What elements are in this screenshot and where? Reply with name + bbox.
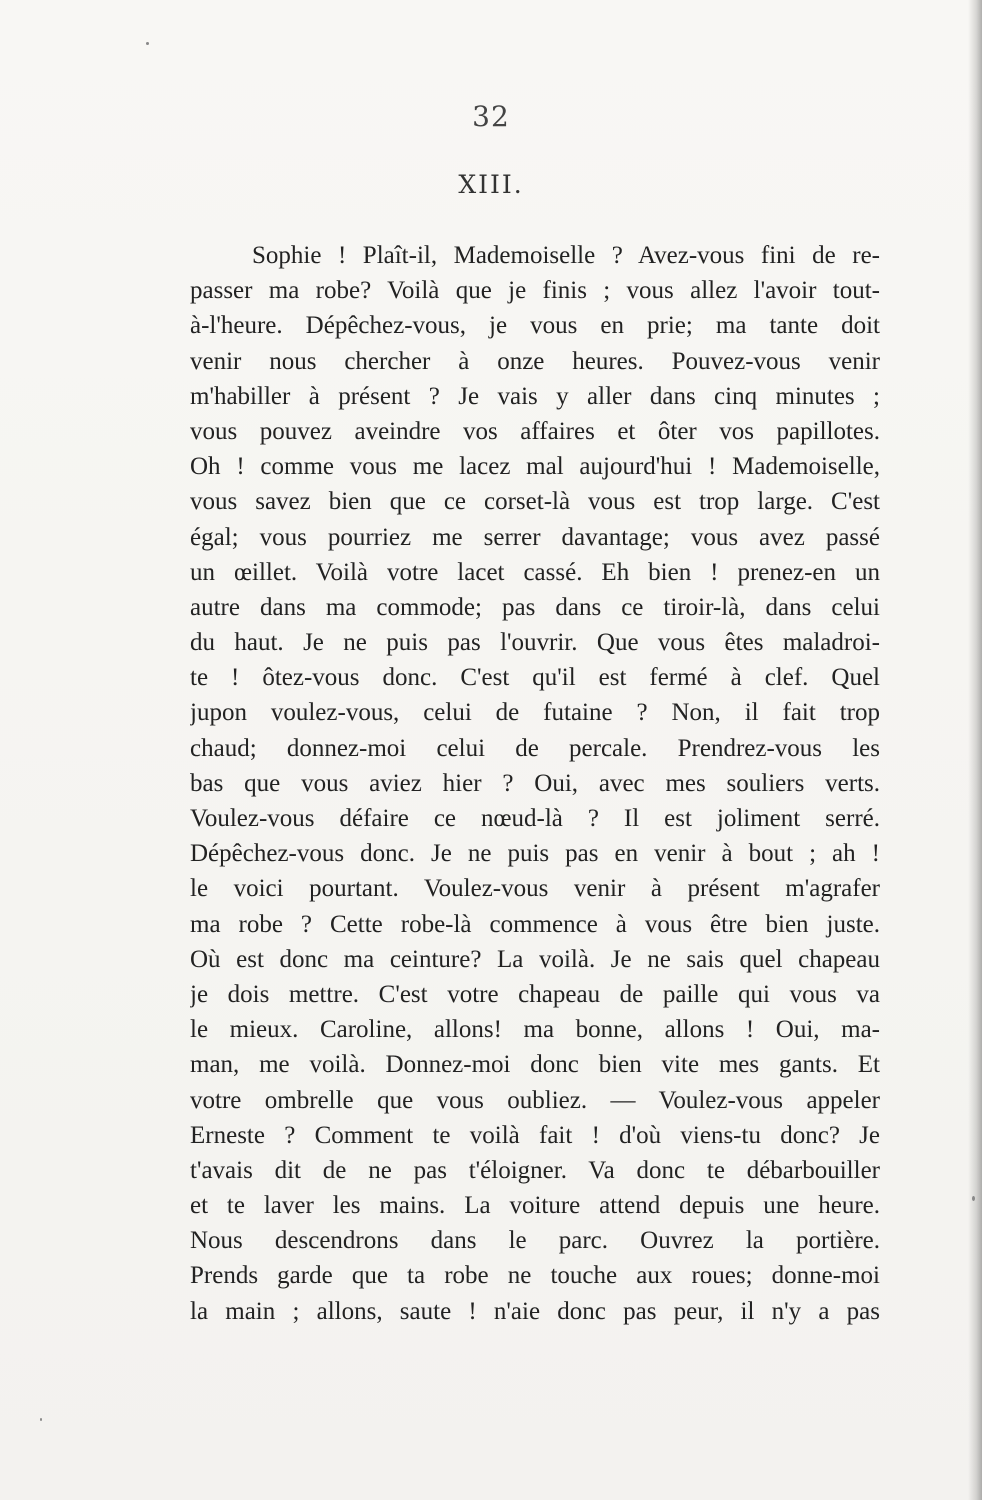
chapter-heading: XIII. bbox=[458, 170, 524, 199]
text-line: Oh ! comme vous me lacez mal aujourd'hui ! Mademoiselle, bbox=[190, 453, 880, 481]
text-line: un œillet. Voilà votre lacet cassé. Eh bien ! prenez-en un bbox=[190, 558, 880, 586]
text-line: Voulez-vous défaire ce nœud-là ? Il est joliment serré. bbox=[190, 805, 880, 832]
text-line: chaud; donnez-moi celui de percale. Prendrez-vous les bbox=[190, 734, 880, 762]
text-line: vous savez bien que ce corset-là vous est trop large. C'est bbox=[190, 488, 880, 516]
text-line: ma robe ? Cette robe-là commence à vous être bien juste. bbox=[190, 910, 880, 938]
text-line: le mieux. Caroline, allons! ma bonne, allons ! Oui, ma- bbox=[190, 1016, 880, 1044]
text-line: Erneste ? Comment te voilà fait ! d'où viens-tu donc? Je bbox=[190, 1121, 880, 1149]
text-line: Dépêchez-vous donc. Je ne puis pas en venir à bout ; ah ! bbox=[190, 840, 880, 868]
text-line: passer ma robe? Voilà que je finis ; vous allez l'avoir tout- bbox=[190, 277, 880, 305]
text-line: Où est donc ma ceinture? La voilà. Je ne sais quel chapeau bbox=[190, 945, 880, 973]
text-line: à-l'heure. Dépêchez-vous, je vous en prie; ma tante doit bbox=[190, 312, 880, 340]
paper-speck bbox=[146, 42, 149, 45]
text-line: la main ; allons, saute ! n'aie donc pas peur, il n'y a pas bbox=[190, 1297, 880, 1325]
text-line: autre dans ma commode; pas dans ce tiroir-là, dans celui bbox=[190, 593, 880, 621]
text-line: t'avais dit de ne pas t'éloigner. Va donc te débarbouiller bbox=[190, 1156, 880, 1184]
text-line: votre ombrelle que vous oubliez. — Voulez-vous appeler bbox=[190, 1086, 880, 1114]
text-line: jupon voulez-vous, celui de futaine ? Non, il fait trop bbox=[190, 699, 880, 727]
text-line: je dois mettre. C'est votre chapeau de paille qui vous va bbox=[190, 980, 880, 1008]
text-line: vous pouvez aveindre vos affaires et ôter vos papillotes. bbox=[190, 417, 880, 445]
text-line: m'habiller à présent ? Je vais y aller dans cinq minutes ; bbox=[190, 382, 880, 410]
text-line: et te laver les mains. La voiture attend depuis une heure. bbox=[190, 1192, 880, 1220]
text-line: Sophie ! Plaît-il, Mademoiselle ? Avez-vous fini de re- bbox=[252, 242, 880, 269]
text-line: bas que vous aviez hier ? Oui, avec mes souliers verts. bbox=[190, 769, 880, 797]
page-edge-shadow bbox=[968, 0, 982, 1500]
paper-speck bbox=[972, 1196, 975, 1201]
text-line: te ! ôtez-vous donc. C'est qu'il est fermé à clef. Quel bbox=[190, 664, 880, 692]
page-number: 32 bbox=[472, 100, 510, 133]
text-line: man, me voilà. Donnez-moi donc bien vite mes gants. Et bbox=[190, 1051, 880, 1079]
text-line: du haut. Je ne puis pas l'ouvrir. Que vous êtes maladroi- bbox=[190, 629, 880, 657]
text-line: égal; vous pourriez me serrer davantage; vous avez passé bbox=[190, 523, 880, 551]
body-text bbox=[190, 238, 880, 1329]
text-line: Nous descendrons dans le parc. Ouvrez la portière. bbox=[190, 1227, 880, 1255]
text-line: venir nous chercher à onze heures. Pouvez-vous venir bbox=[190, 347, 880, 375]
text-line: Prends garde que ta robe ne touche aux roues; donne-moi bbox=[190, 1262, 880, 1290]
paper-speck bbox=[40, 1418, 42, 1421]
text-line: le voici pourtant. Voulez-vous venir à présent m'agrafer bbox=[190, 875, 880, 903]
